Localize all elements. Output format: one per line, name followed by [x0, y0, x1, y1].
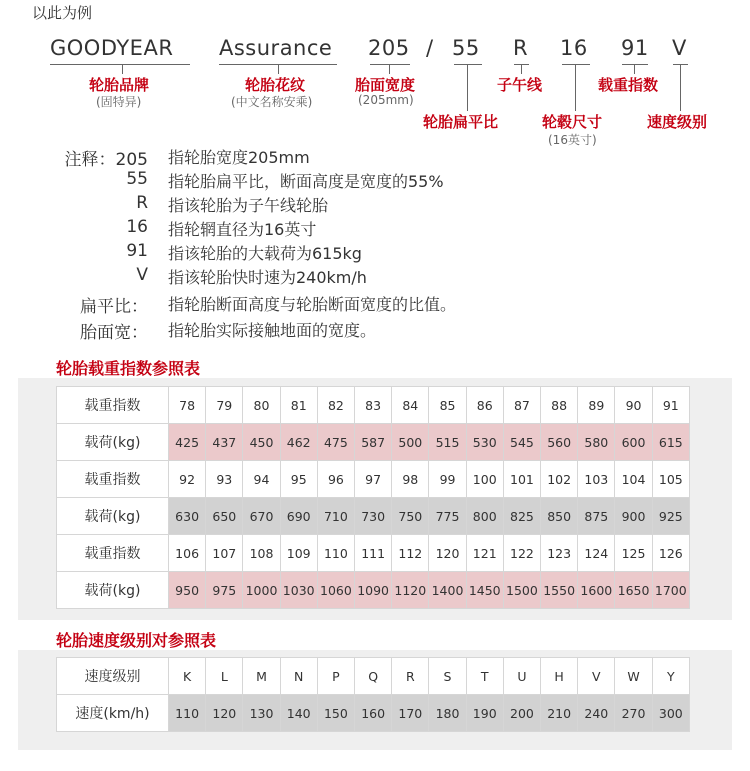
- table-cell: 950: [169, 572, 206, 609]
- table-cell: 1400: [429, 572, 466, 609]
- table-cell: 462: [280, 424, 317, 461]
- row-header: 载重指数: [57, 387, 169, 424]
- table-cell: 200: [503, 695, 540, 732]
- table-cell: 102: [541, 461, 578, 498]
- code-speed: V: [672, 36, 687, 60]
- code-slash: /: [426, 36, 434, 60]
- intro-text: 以此为例: [32, 4, 93, 22]
- code-rim: 16: [560, 36, 588, 60]
- table-cell: P: [317, 658, 354, 695]
- table-cell: 925: [652, 498, 689, 535]
- table-cell: 450: [243, 424, 280, 461]
- load-table-title: 轮胎载重指数参照表: [56, 359, 201, 378]
- table-cell: L: [206, 658, 243, 695]
- table-cell: 126: [652, 535, 689, 572]
- code-aspect: 55: [452, 36, 480, 60]
- row-header: 载荷(kg): [57, 498, 169, 535]
- table-cell: 1060: [317, 572, 354, 609]
- table-cell: 580: [578, 424, 615, 461]
- table-cell: 850: [541, 498, 578, 535]
- table-cell: R: [392, 658, 429, 695]
- table-cell: U: [503, 658, 540, 695]
- table-cell: 110: [169, 695, 206, 732]
- table-cell: 108: [243, 535, 280, 572]
- table-cell: 130: [243, 695, 280, 732]
- table-cell: 630: [169, 498, 206, 535]
- table-cell: 120: [206, 695, 243, 732]
- table-cell: 600: [615, 424, 652, 461]
- note-text: 指该轮胎的大载荷为615kg: [168, 244, 362, 263]
- speed-table-title: 轮胎速度级别对参照表: [56, 631, 217, 650]
- note-text: 指该轮胎快时速为240km/h: [168, 268, 367, 287]
- table-cell: 92: [169, 461, 206, 498]
- table-cell: 140: [280, 695, 317, 732]
- label-brand-sub: (固特异): [96, 95, 142, 109]
- table-row: [57, 572, 690, 609]
- label-rim: 轮毂尺寸: [542, 113, 603, 131]
- row-header: 载重指数: [57, 535, 169, 572]
- table-cell: S: [429, 658, 466, 695]
- table-cell: 1700: [652, 572, 689, 609]
- table-cell: 530: [466, 424, 503, 461]
- table-cell: 82: [317, 387, 354, 424]
- table-cell: 270: [615, 695, 652, 732]
- note-text: 指轮胎断面高度与轮胎断面宽度的比值。: [168, 295, 457, 314]
- table-cell: 775: [429, 498, 466, 535]
- speed-rating-table: [56, 657, 690, 732]
- table-cell: 91: [652, 387, 689, 424]
- table-cell: W: [615, 658, 652, 695]
- table-cell: 122: [503, 535, 540, 572]
- table-cell: 95: [280, 461, 317, 498]
- load-index-table: [56, 386, 690, 609]
- table-cell: 900: [615, 498, 652, 535]
- table-cell: 103: [578, 461, 615, 498]
- label-pattern: 轮胎花纹: [245, 76, 306, 94]
- note-label: 胎面宽：: [80, 323, 148, 343]
- note-text: 指轮辋直径为16英寸: [168, 220, 317, 239]
- table-cell: 1000: [243, 572, 280, 609]
- table-cell: 515: [429, 424, 466, 461]
- note-text: 指轮胎扁平比，断面高度是宽度的55%: [168, 172, 444, 191]
- table-row: [57, 498, 690, 535]
- table-cell: 425: [169, 424, 206, 461]
- table-row: [57, 461, 690, 498]
- table-cell: Y: [652, 658, 689, 695]
- table-cell: 1600: [578, 572, 615, 609]
- table-cell: 123: [541, 535, 578, 572]
- table-cell: 560: [541, 424, 578, 461]
- label-width-sub: (205mm): [358, 93, 414, 107]
- table-cell: 750: [392, 498, 429, 535]
- table-cell: 79: [206, 387, 243, 424]
- table-cell: 710: [317, 498, 354, 535]
- table-cell: 105: [652, 461, 689, 498]
- table-cell: 97: [355, 461, 392, 498]
- label-rim-sub: (16英寸): [548, 133, 597, 147]
- label-brand: 轮胎品牌: [89, 76, 150, 94]
- note-text: 指轮胎实际接触地面的宽度。: [168, 321, 377, 340]
- note-label: 55: [126, 169, 148, 189]
- table-cell: 1030: [280, 572, 317, 609]
- note-text: 指轮胎宽度205mm: [168, 148, 310, 167]
- label-aspect: 轮胎扁平比: [423, 113, 499, 131]
- table-cell: 1450: [466, 572, 503, 609]
- table-cell: 120: [429, 535, 466, 572]
- table-cell: 1550: [541, 572, 578, 609]
- table-cell: 124: [578, 535, 615, 572]
- table-cell: 875: [578, 498, 615, 535]
- table-cell: 86: [466, 387, 503, 424]
- code-pattern: Assurance: [219, 36, 333, 60]
- table-cell: 80: [243, 387, 280, 424]
- table-cell: 545: [503, 424, 540, 461]
- table-cell: 100: [466, 461, 503, 498]
- table-cell: 800: [466, 498, 503, 535]
- row-header: 速度级别: [57, 658, 169, 695]
- code-load: 91: [621, 36, 649, 60]
- table-cell: 190: [466, 695, 503, 732]
- table-cell: 825: [503, 498, 540, 535]
- table-cell: 101: [503, 461, 540, 498]
- note-label: 16: [126, 217, 148, 237]
- table-cell: 110: [317, 535, 354, 572]
- table-cell: 89: [578, 387, 615, 424]
- table-row: [57, 658, 690, 695]
- table-cell: 88: [541, 387, 578, 424]
- table-row: [57, 695, 690, 732]
- label-speed: 速度级别: [647, 113, 708, 131]
- note-label: 扁平比：: [80, 297, 148, 317]
- row-header: 载重指数: [57, 461, 169, 498]
- label-width: 胎面宽度: [355, 76, 416, 94]
- table-cell: 96: [317, 461, 354, 498]
- table-cell: 670: [243, 498, 280, 535]
- note-label: 注释：205: [64, 150, 148, 170]
- note-text: 指该轮胎为子午线轮胎: [168, 196, 329, 215]
- code-width: 205: [368, 36, 410, 60]
- table-row: [57, 387, 690, 424]
- table-cell: 93: [206, 461, 243, 498]
- table-cell: K: [169, 658, 206, 695]
- table-cell: 99: [429, 461, 466, 498]
- label-pattern-sub: (中文名称安乘): [231, 95, 313, 109]
- table-cell: 98: [392, 461, 429, 498]
- table-cell: 170: [392, 695, 429, 732]
- table-cell: V: [578, 658, 615, 695]
- table-cell: 106: [169, 535, 206, 572]
- table-cell: M: [243, 658, 280, 695]
- table-cell: 125: [615, 535, 652, 572]
- table-cell: 730: [355, 498, 392, 535]
- table-cell: 160: [355, 695, 392, 732]
- table-cell: 112: [392, 535, 429, 572]
- table-cell: 615: [652, 424, 689, 461]
- table-cell: 83: [355, 387, 392, 424]
- table-cell: 90: [615, 387, 652, 424]
- row-header: 速度(km/h): [57, 695, 169, 732]
- table-cell: 94: [243, 461, 280, 498]
- table-cell: 78: [169, 387, 206, 424]
- table-cell: 975: [206, 572, 243, 609]
- table-cell: 690: [280, 498, 317, 535]
- table-cell: 84: [392, 387, 429, 424]
- table-cell: Q: [355, 658, 392, 695]
- code-construction: R: [513, 36, 529, 60]
- table-cell: 650: [206, 498, 243, 535]
- note-label: R: [136, 193, 148, 213]
- table-cell: 81: [280, 387, 317, 424]
- table-cell: H: [541, 658, 578, 695]
- table-cell: 85: [429, 387, 466, 424]
- table-cell: 1090: [355, 572, 392, 609]
- table-cell: 1500: [503, 572, 540, 609]
- table-cell: 109: [280, 535, 317, 572]
- table-cell: N: [280, 658, 317, 695]
- note-label: V: [136, 265, 148, 285]
- table-cell: 1650: [615, 572, 652, 609]
- table-row: [57, 535, 690, 572]
- table-cell: 111: [355, 535, 392, 572]
- table-cell: 240: [578, 695, 615, 732]
- label-construction: 子午线: [497, 76, 543, 94]
- table-cell: 500: [392, 424, 429, 461]
- code-brand: GOODYEAR: [50, 36, 174, 60]
- table-cell: 107: [206, 535, 243, 572]
- table-cell: 475: [317, 424, 354, 461]
- table-cell: 587: [355, 424, 392, 461]
- table-cell: 300: [652, 695, 689, 732]
- table-cell: 104: [615, 461, 652, 498]
- table-cell: 437: [206, 424, 243, 461]
- note-label: 91: [126, 241, 148, 261]
- row-header: 载荷(kg): [57, 424, 169, 461]
- label-load: 载重指数: [598, 76, 659, 94]
- row-header: 载荷(kg): [57, 572, 169, 609]
- table-cell: 210: [541, 695, 578, 732]
- table-cell: 121: [466, 535, 503, 572]
- table-row: [57, 424, 690, 461]
- table-cell: 180: [429, 695, 466, 732]
- table-cell: 87: [503, 387, 540, 424]
- table-cell: T: [466, 658, 503, 695]
- table-cell: 1120: [392, 572, 429, 609]
- table-cell: 150: [317, 695, 354, 732]
